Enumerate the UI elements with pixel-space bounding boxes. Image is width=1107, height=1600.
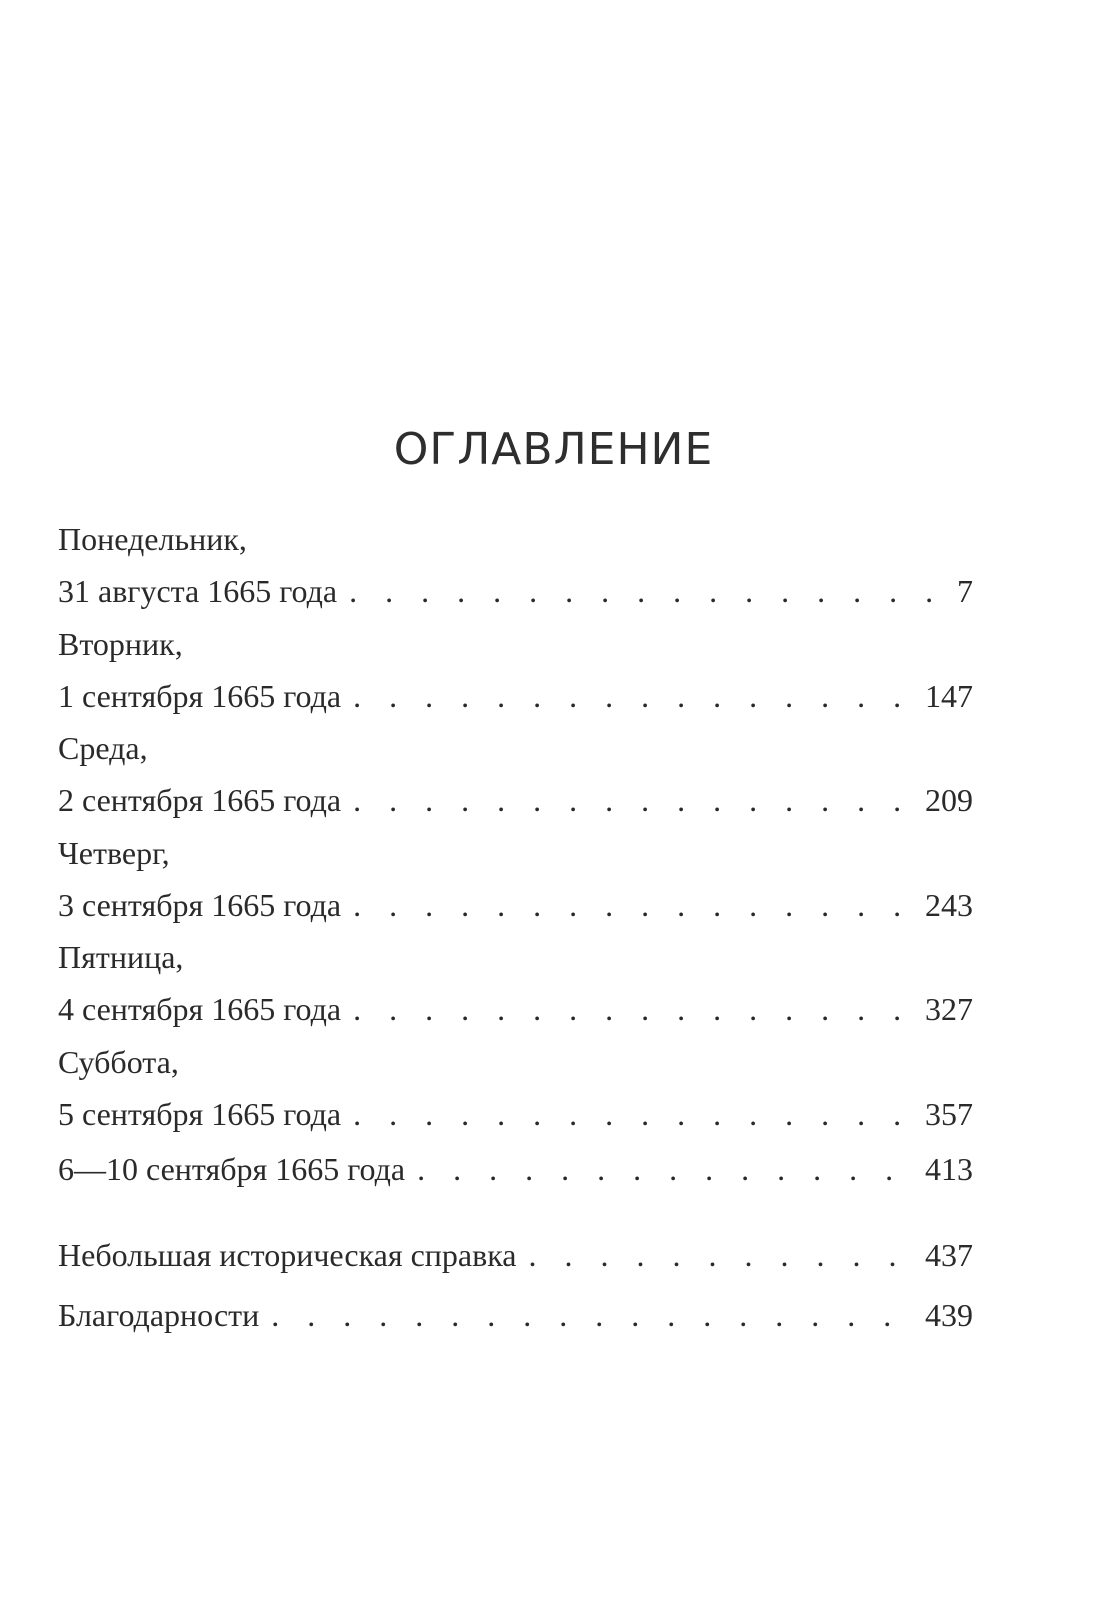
toc-entry-day: Понедельник, [58,521,247,557]
toc-page-number: 147 [925,678,973,714]
toc-entry-monday [58,520,973,610]
dot-leader [417,1150,915,1188]
toc-entry-date: 5 сентября 1665 года [58,1096,342,1132]
toc-page-number: 243 [925,887,973,923]
toc-entry-day: Вторник, [58,626,183,662]
toc-entry-acknowledgements [58,1296,973,1334]
toc-entry-historical-note [58,1236,973,1274]
toc-entry-day: Суббота, [58,1044,179,1080]
dot-leader [353,677,915,715]
toc-page-number: 439 [925,1297,973,1333]
toc-page-number: 327 [925,991,973,1027]
dot-leader [353,1095,915,1133]
page-title: ОГЛАВЛЕНИЕ [393,424,714,475]
dot-leader [349,572,947,610]
toc-entry-day: Среда, [58,730,148,766]
toc-entry-date: 1 сентября 1665 года [58,678,342,714]
toc-entry-day: Четверг, [58,835,170,871]
dot-leader [353,990,915,1028]
dot-leader [353,886,915,924]
dot-leader [271,1296,915,1334]
toc-entry-date: 2 сентября 1665 года [58,782,342,818]
toc-entry-tuesday [58,625,973,715]
toc-page-number: 209 [925,782,973,818]
toc-entry-title: Благодарности [58,1297,260,1333]
toc-entry-friday [58,938,973,1028]
toc-page-number: 413 [925,1151,973,1187]
toc-entry-date: 4 сентября 1665 года [58,991,342,1027]
dot-leader [529,1236,916,1274]
toc-page-number: 357 [925,1096,973,1132]
toc-entry-sep-6-10 [58,1150,973,1188]
toc-entry-thursday [58,834,973,924]
toc-entry-saturday [58,1043,973,1133]
toc-entry-date: 6—10 сентября 1665 года [58,1151,406,1187]
toc-page-number: 7 [957,573,973,609]
toc-entry-title: Небольшая историческая справка [58,1237,517,1273]
toc-page-number: 437 [925,1237,973,1273]
toc-entry-date: 31 августа 1665 года [58,573,338,609]
toc-entry-wednesday [58,729,973,819]
toc-entry-date: 3 сентября 1665 года [58,887,342,923]
toc-entry-day: Пятница, [58,939,184,975]
dot-leader [353,781,915,819]
